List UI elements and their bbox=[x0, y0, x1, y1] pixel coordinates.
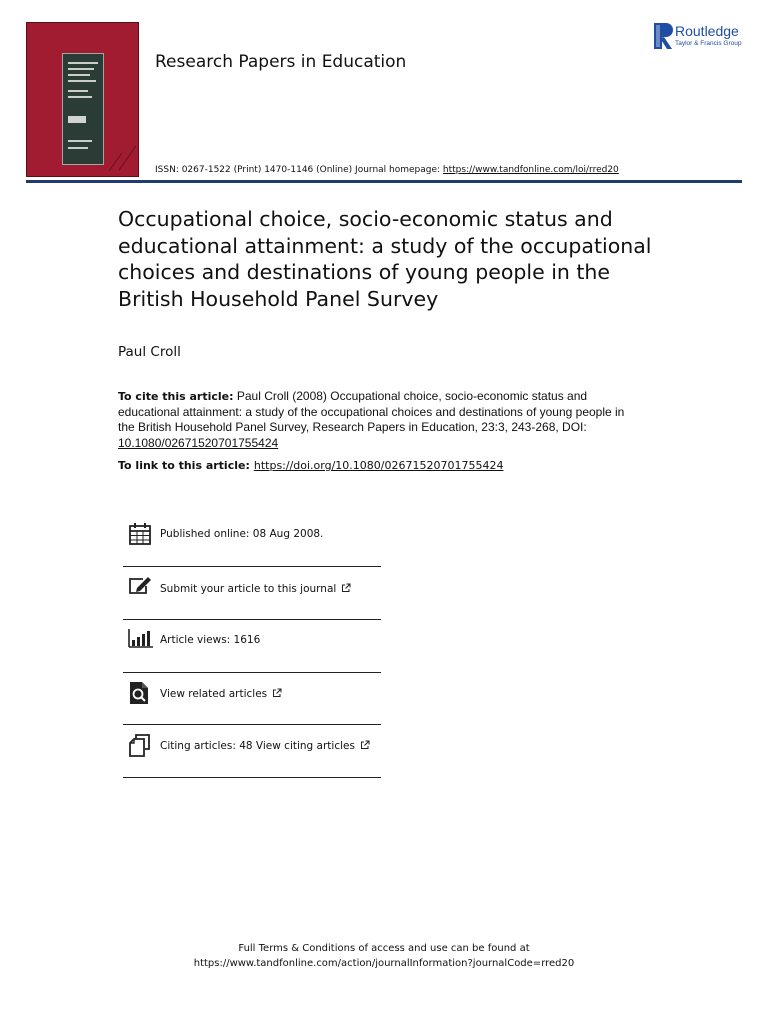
document-search-icon bbox=[127, 680, 153, 706]
journal-homepage-link[interactable]: https://www.tandfonline.com/loi/rred20 bbox=[442, 165, 619, 175]
submit-article-link[interactable] bbox=[160, 583, 351, 595]
calendar-icon bbox=[127, 521, 153, 547]
related-articles-link[interactable] bbox=[160, 688, 282, 700]
row-divider bbox=[123, 619, 381, 620]
external-link-icon bbox=[272, 688, 282, 698]
journal-title: Research Papers in Education bbox=[155, 52, 407, 72]
cite-label: To cite this article: bbox=[118, 390, 234, 403]
footer-terms-link[interactable]: https://www.tandfonline.com/action/journalInformation?journalCode=rred20 bbox=[193, 958, 575, 969]
submit-article-label: Submit your article to this journal bbox=[160, 583, 337, 595]
row-divider bbox=[123, 724, 381, 725]
cover-panel bbox=[62, 53, 104, 165]
citing-articles-link[interactable] bbox=[160, 740, 370, 752]
citing-articles-label: Citing articles: 48 View citing articles bbox=[160, 740, 355, 752]
bar-chart-icon bbox=[127, 626, 153, 652]
published-date: Published online: 08 Aug 2008. bbox=[160, 528, 324, 540]
article-author: Paul Croll bbox=[118, 344, 181, 360]
citing-articles-row[interactable] bbox=[123, 731, 381, 761]
related-articles-row[interactable] bbox=[123, 679, 381, 709]
submit-article-row[interactable] bbox=[123, 573, 381, 603]
article-views-count: Article views: 1616 bbox=[160, 634, 261, 646]
published-row bbox=[123, 520, 381, 550]
routledge-logo-icon bbox=[653, 22, 673, 50]
article-link-row bbox=[118, 459, 503, 472]
row-divider bbox=[123, 672, 381, 673]
citation-block bbox=[118, 389, 638, 451]
cite-text: Paul Croll (2008) Occupational choice, socio-economic status and educational attainment: a study of the occupational choices and destinations of young people in the British Household Panel Survey, Research Papers in Education, 23:3, 243-268, DOI: bbox=[118, 389, 625, 434]
external-link-icon bbox=[360, 740, 370, 750]
row-divider bbox=[123, 777, 381, 778]
journal-cover-image bbox=[26, 22, 139, 177]
copy-documents-icon bbox=[127, 732, 153, 758]
link-label: To link to this article: bbox=[118, 459, 250, 472]
routledge-logo[interactable] bbox=[653, 22, 748, 54]
footer-terms-text: Full Terms & Conditions of access and use can be found at bbox=[238, 943, 530, 954]
article-views-row bbox=[123, 626, 381, 656]
row-divider bbox=[123, 566, 381, 567]
header-divider bbox=[26, 180, 742, 183]
doi-link[interactable]: https://doi.org/10.1080/02671520701755424 bbox=[253, 459, 504, 472]
related-articles-label: View related articles bbox=[160, 688, 268, 700]
issn-line bbox=[155, 165, 619, 175]
publisher-subtitle: Taylor & Francis Group bbox=[675, 40, 742, 47]
edit-icon bbox=[127, 573, 153, 599]
cite-doi-link[interactable]: 10.1080/02671520701755424 bbox=[118, 435, 279, 450]
publisher-name: Routledge bbox=[675, 23, 739, 39]
issn-text: ISSN: 0267-1522 (Print) 1470-1146 (Online) Journal homepage: bbox=[155, 165, 443, 175]
external-link-icon bbox=[341, 583, 351, 593]
article-title: Occupational choice, socio-economic status and educational attainment: a study of the occupational choices and destinations of young people in the British Household Panel Survey bbox=[118, 207, 652, 311]
